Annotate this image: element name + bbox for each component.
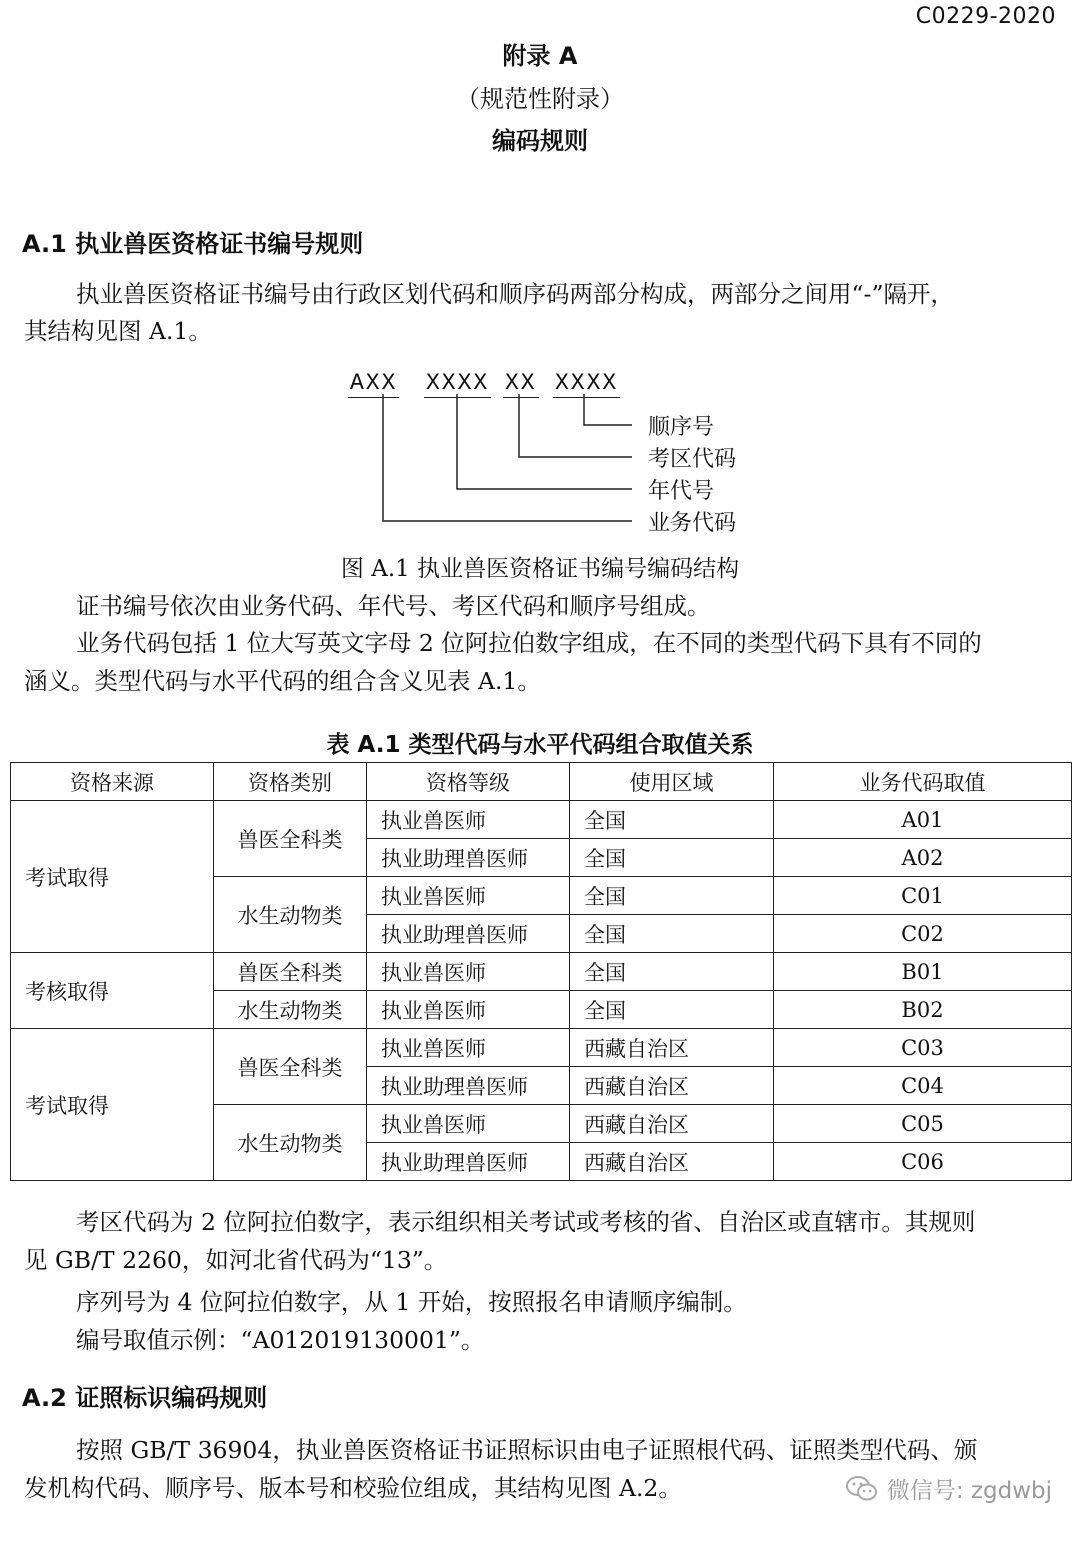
region-cell: 全国	[570, 839, 774, 877]
category-cell: 水生动物类	[214, 1105, 367, 1181]
category-cell: 兽医全科类	[214, 1029, 367, 1105]
level-cell: 执业助理兽医师	[367, 915, 570, 953]
paragraph-exam-area-line1: 考区代码为 2 位阿拉伯数字，表示组织相关考试或考核的省、自治区或直辖市。其规则	[76, 1208, 976, 1236]
region-cell: 全国	[570, 877, 774, 915]
table-title: 表 A.1 类型代码与水平代码组合取值关系	[326, 732, 754, 758]
table-header-row	[11, 763, 1072, 801]
paragraph-exam-area-line2: 见 GB/T 2260，如河北省代码为“13”。	[24, 1246, 448, 1274]
code-part-sequence: XXXX	[555, 370, 619, 396]
table-row	[11, 953, 1072, 991]
code-cell: B02	[774, 991, 1072, 1029]
table-row	[11, 801, 1072, 839]
col-header-source: 资格来源	[11, 763, 214, 801]
category-cell: 水生动物类	[214, 877, 367, 953]
code-cell: C01	[774, 877, 1072, 915]
code-cell: C03	[774, 1029, 1072, 1067]
section-heading-a2: A.2 证照标识编码规则	[22, 1384, 268, 1412]
appendix-heading: 编码规则	[492, 127, 588, 155]
label-exam-area: 考区代码	[648, 447, 737, 472]
region-cell: 全国	[570, 915, 774, 953]
appendix-title: 附录 A	[502, 42, 578, 70]
region-cell: 全国	[570, 801, 774, 839]
code-table	[10, 762, 1072, 1181]
figure-caption: 图 A.1 执业兽医资格证书编号编码结构	[340, 556, 740, 582]
label-year: 年代号	[648, 479, 715, 504]
level-cell: 执业兽医师	[367, 1105, 570, 1143]
source-cell: 考试取得	[11, 801, 214, 953]
a2-line1: 按照 GB/T 36904，执业兽医资格证书证照标识由电子证照根代码、证照类型代码、颁	[76, 1436, 978, 1464]
appendix-subtitle: （规范性附录）	[456, 85, 624, 113]
code-part-year: XXXX	[426, 370, 490, 396]
paragraph-business-code-line1: 业务代码包括 1 位大写英文字母 2 位阿拉伯数字组成，在不同的类型代码下具有不同的	[76, 629, 982, 657]
code-cell: C06	[774, 1143, 1072, 1181]
code-part-business: AXX	[350, 370, 398, 396]
col-header-category: 资格类别	[214, 763, 367, 801]
level-cell: 执业助理兽医师	[367, 839, 570, 877]
region-cell: 西藏自治区	[570, 1029, 774, 1067]
a1-intro-line2: 其结构见图 A.1。	[24, 317, 212, 345]
level-cell: 执业兽医师	[367, 801, 570, 839]
code-cell: C04	[774, 1067, 1072, 1105]
code-structure-diagram	[0, 360, 1080, 545]
connector-year	[457, 394, 632, 489]
region-cell: 全国	[570, 953, 774, 991]
watermark-text: 微信号: zgdwbj	[886, 1478, 1052, 1504]
level-cell: 执业助理兽医师	[367, 1143, 570, 1181]
code-cell: C05	[774, 1105, 1072, 1143]
wechat-watermark	[845, 1472, 1052, 1505]
table-row	[11, 1029, 1072, 1067]
code-cell: A01	[774, 801, 1072, 839]
a2-line2: 发机构代码、顺序号、版本号和校验位组成，其结构见图 A.2。	[24, 1474, 682, 1502]
paragraph-example: 编号取值示例：“A012019130001”。	[76, 1326, 485, 1354]
region-cell: 西藏自治区	[570, 1143, 774, 1181]
level-cell: 执业兽医师	[367, 1029, 570, 1067]
category-cell: 兽医全科类	[214, 953, 367, 991]
paragraph-sequence: 序列号为 4 位阿拉伯数字，从 1 开始，按照报名申请顺序编制。	[76, 1288, 747, 1316]
label-business: 业务代码	[648, 511, 737, 536]
code-part-exam-area: XX	[505, 370, 537, 396]
source-cell: 考试取得	[11, 1029, 214, 1181]
level-cell: 执业兽医师	[367, 991, 570, 1029]
connector-sequence	[584, 394, 632, 425]
level-cell: 执业兽医师	[367, 877, 570, 915]
region-cell: 全国	[570, 991, 774, 1029]
region-cell: 西藏自治区	[570, 1105, 774, 1143]
standard-code: C0229-2020	[915, 4, 1056, 29]
col-header-level: 资格等级	[367, 763, 570, 801]
code-cell: B01	[774, 953, 1072, 991]
level-cell: 执业助理兽医师	[367, 1067, 570, 1105]
paragraph-business-code-line2: 涵义。类型代码与水平代码的组合含义见表 A.1。	[24, 667, 541, 695]
col-header-code: 业务代码取值	[774, 763, 1072, 801]
code-cell: C02	[774, 915, 1072, 953]
a1-intro-line1: 执业兽医资格证书编号由行政区划代码和顺序码两部分构成，两部分之间用“-”隔开，	[76, 280, 954, 308]
label-sequence: 顺序号	[648, 415, 715, 440]
col-header-region: 使用区域	[570, 763, 774, 801]
level-cell: 执业兽医师	[367, 953, 570, 991]
category-cell: 水生动物类	[214, 991, 367, 1029]
section-heading-a1: A.1 执业兽医资格证书编号规则	[22, 230, 364, 258]
wechat-icon	[845, 1475, 879, 1503]
code-cell: A02	[774, 839, 1072, 877]
region-cell: 西藏自治区	[570, 1067, 774, 1105]
category-cell: 兽医全科类	[214, 801, 367, 877]
paragraph-order: 证书编号依次由业务代码、年代号、考区代码和顺序号组成。	[76, 592, 711, 620]
source-cell: 考核取得	[11, 953, 214, 1029]
